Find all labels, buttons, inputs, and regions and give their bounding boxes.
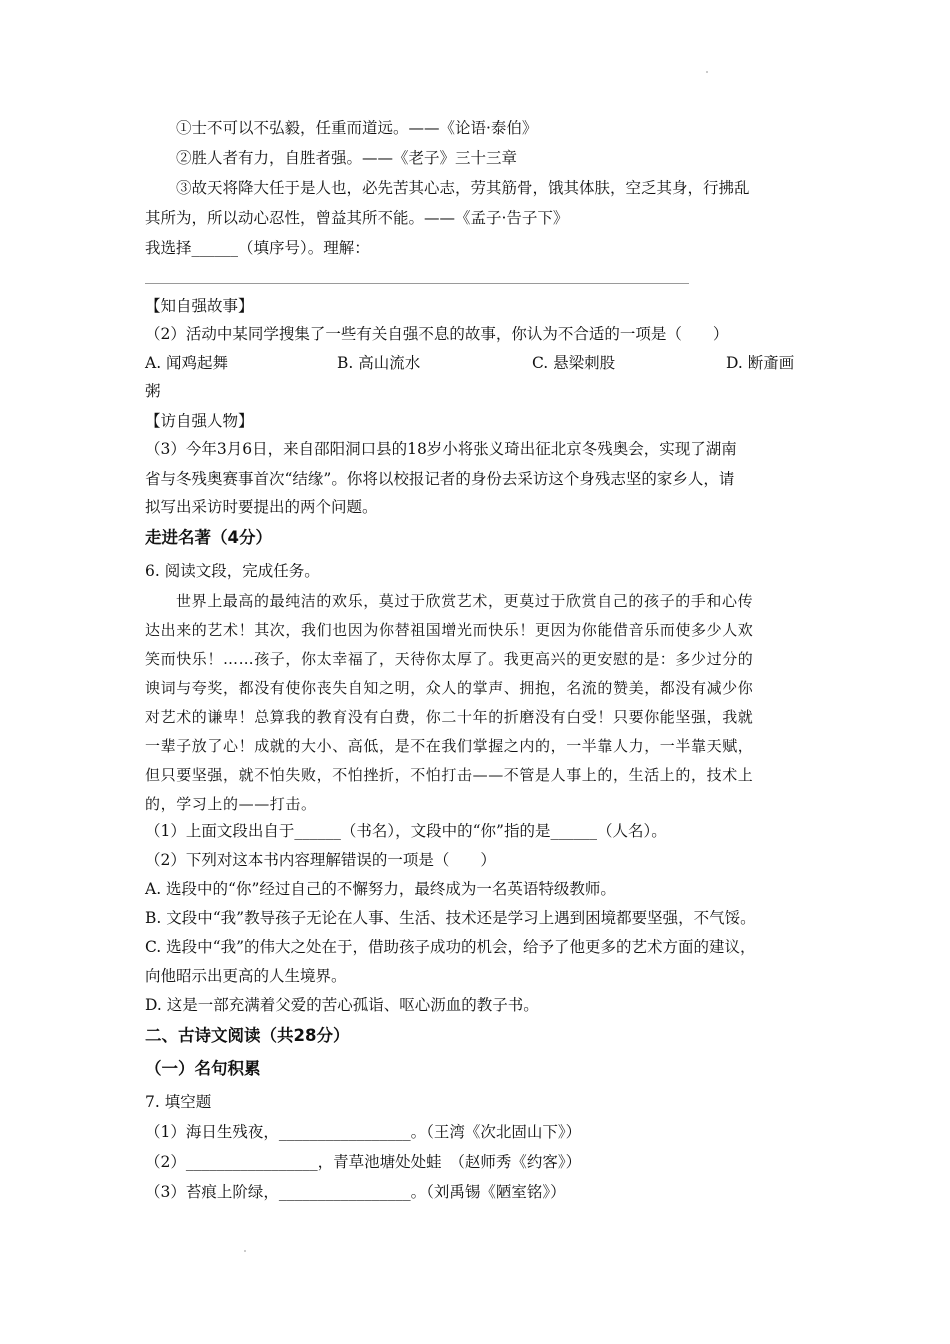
choose-prompt: 我选择______（填序号）。理解：: [145, 239, 370, 257]
option-c: C. 悬梁刺股: [532, 354, 616, 372]
quote-1: ①士不可以不弘毅，任重而道远。——《论语·泰伯》: [176, 119, 538, 137]
choice-b: B. 文段中“我”教导孩子无论在人事、生活、技术还是学习上遇到困境都要坚强，不气馁。: [145, 909, 756, 927]
question-6: 6. 阅读文段，完成任务。: [145, 562, 320, 580]
choice-c-line2: 向他昭示出更高的人生境界。: [145, 967, 347, 985]
passage-line: 世界上最高的最纯洁的欢乐，莫过于欣赏艺术，更莫过于欣赏自己的孩子的手和心传: [176, 592, 754, 610]
subsection-heading: （一）名句积累: [145, 1059, 261, 1078]
classics-heading: 走进名著（4分）: [145, 528, 272, 547]
option-d: D. 断齑画: [726, 354, 795, 372]
person-question-line3: 拟写出采访时要提出的两个问题。: [145, 498, 378, 516]
quote-3-line2: 其所为，所以动心忍性，曾益其所不能。——《孟子·告子下》: [145, 209, 569, 227]
person-question-line1: （3）今年3月6日，来自邵阳洞口县的18岁小将张义琦出征北京冬残奥会，实现了湖南: [145, 440, 737, 458]
quote-3-line1: ③故天将降大任于是人也，必先苦其心志，劳其筋骨，饿其体肤，空乏其身，行拂乱: [176, 179, 750, 197]
passage-line: 一辈子放了心！成就的大小、高低，是不在我们掌握之内的，一半靠人力，一半靠天赋，: [145, 737, 754, 755]
classics-sub-2: （2）下列对这本书内容理解错误的一项是（ ）: [145, 851, 496, 869]
corner-mark-dot: [706, 71, 708, 73]
person-heading: 【访自强人物】: [145, 412, 254, 430]
passage-line: 的，学习上的——打击。: [145, 795, 317, 813]
choice-a: A. 选段中的“你”经过自己的不懈努力，最终成为一名英语特级教师。: [145, 880, 616, 898]
quote-2: ②胜人者有力，自胜者强。——《老子》三十三章: [176, 149, 518, 167]
choice-c-line1: C. 选段中“我”的伟大之处在于，借助孩子成功的机会，给予了他更多的艺术方面的建议，: [145, 938, 756, 956]
option-d-continued: 粥: [145, 382, 161, 400]
story-question: （2）活动中某同学搜集了一些有关自强不息的故事，你认为不合适的一项是（ ）: [145, 325, 729, 343]
story-heading: 【知自强故事】: [145, 297, 254, 315]
fill-blank-2: （2）_________________，青草池塘处处蛙 （赵师秀《约客》）: [145, 1153, 582, 1171]
footer-mark-dot: [244, 1250, 246, 1252]
passage-line: 但只要坚强，就不怕失败，不怕挫折，不怕打击——不管是人事上的，生活上的，技术上: [145, 766, 754, 784]
fill-blank-1: （1）海日生残夜，_________________。（王湾《次北固山下》）: [145, 1123, 582, 1141]
passage-line: 对艺术的谦卑！总算我的教育没有白费，你二十年的折磨没有白受！只要你能坚强，我就: [145, 708, 754, 726]
option-a: A. 闻鸡起舞: [145, 354, 229, 372]
question-7: 7. 填空题: [145, 1093, 212, 1111]
answer-line: [145, 283, 689, 284]
passage-line: 谀词与夸奖，都没有使你丧失自知之明，众人的掌声、拥抱，名流的赞美，都没有减少你: [145, 679, 754, 697]
passage-line: 笑而快乐！……孩子，你太幸福了，天待你太厚了。我更高兴的更安慰的是：多少过分的: [145, 650, 754, 668]
person-question-line2: 省与冬残奥赛事首次“结缘”。你将以校报记者的身份去采访这个身残志坚的家乡人，请: [145, 470, 735, 488]
section-heading: 二、古诗文阅读（共28分）: [145, 1026, 350, 1045]
fill-blank-3: （3）苔痕上阶绿，_________________。（刘禹锡《陋室铭》）: [145, 1183, 566, 1201]
classics-sub-1: （1）上面文段出自于______（书名），文段中的“你”指的是______（人名）。: [145, 822, 667, 840]
choice-d: D. 这是一部充满着父爱的苦心孤诣、呕心沥血的教子书。: [145, 996, 539, 1014]
passage-line: 达出来的艺术！其次，我们也因为你替祖国增光而快乐！更因为你能借音乐而使多少人欢: [145, 621, 754, 639]
option-b: B. 高山流水: [337, 354, 421, 372]
